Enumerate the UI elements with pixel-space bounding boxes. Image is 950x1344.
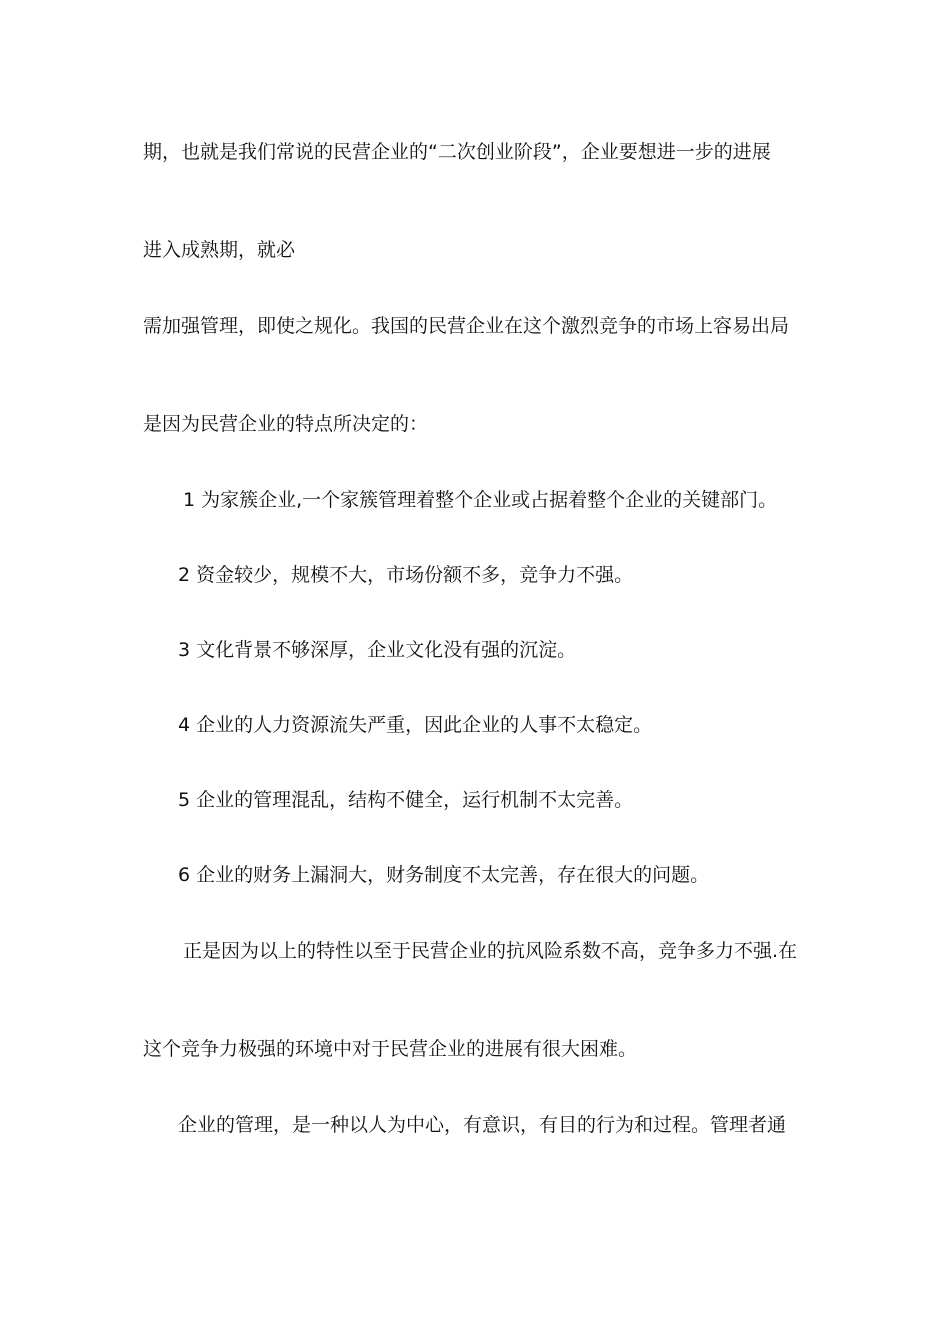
- paragraph-line: 需加强管理，即使之规化。我国的民营企业在这个激烈竞争的市场上容易出局: [143, 315, 790, 337]
- paragraph-line: 企业的管理，是一种以人为中心，有意识，有目的行为和过程。管理者通: [178, 1114, 787, 1136]
- list-item: 6 企业的财务上漏洞大，财务制度不太完善，存在很大的问题。: [178, 864, 710, 886]
- list-item: 3 文化背景不够深厚，企业文化没有强的沉淀。: [178, 639, 577, 661]
- paragraph-line: 期，也就是我们常说的民营企业的“二次创业阶段”，企业要想进一步的进展: [143, 141, 771, 163]
- paragraph-line: 进入成熟期，就必: [143, 239, 296, 261]
- list-item: 5 企业的管理混乱，结构不健全，运行机制不太完善。: [178, 789, 634, 811]
- paragraph-line: 这个竞争力极强的环境中对于民营企业的进展有很大困难。: [143, 1038, 638, 1060]
- paragraph-line: 正是因为以上的特性以至于民营企业的抗风险系数不高，竞争多力不强.在: [183, 940, 798, 962]
- list-item: 2 资金较少，规模不大，市场份额不多，竞争力不强。: [178, 564, 634, 586]
- paragraph-line: 是因为民营企业的特点所决定的：: [143, 413, 429, 435]
- list-item: 4 企业的人力资源流失严重，因此企业的人事不太稳定。: [178, 714, 653, 736]
- list-item: 1 为家簇企业,一个家簇管理着整个企业或占据着整个企业的关键部门。: [183, 489, 778, 511]
